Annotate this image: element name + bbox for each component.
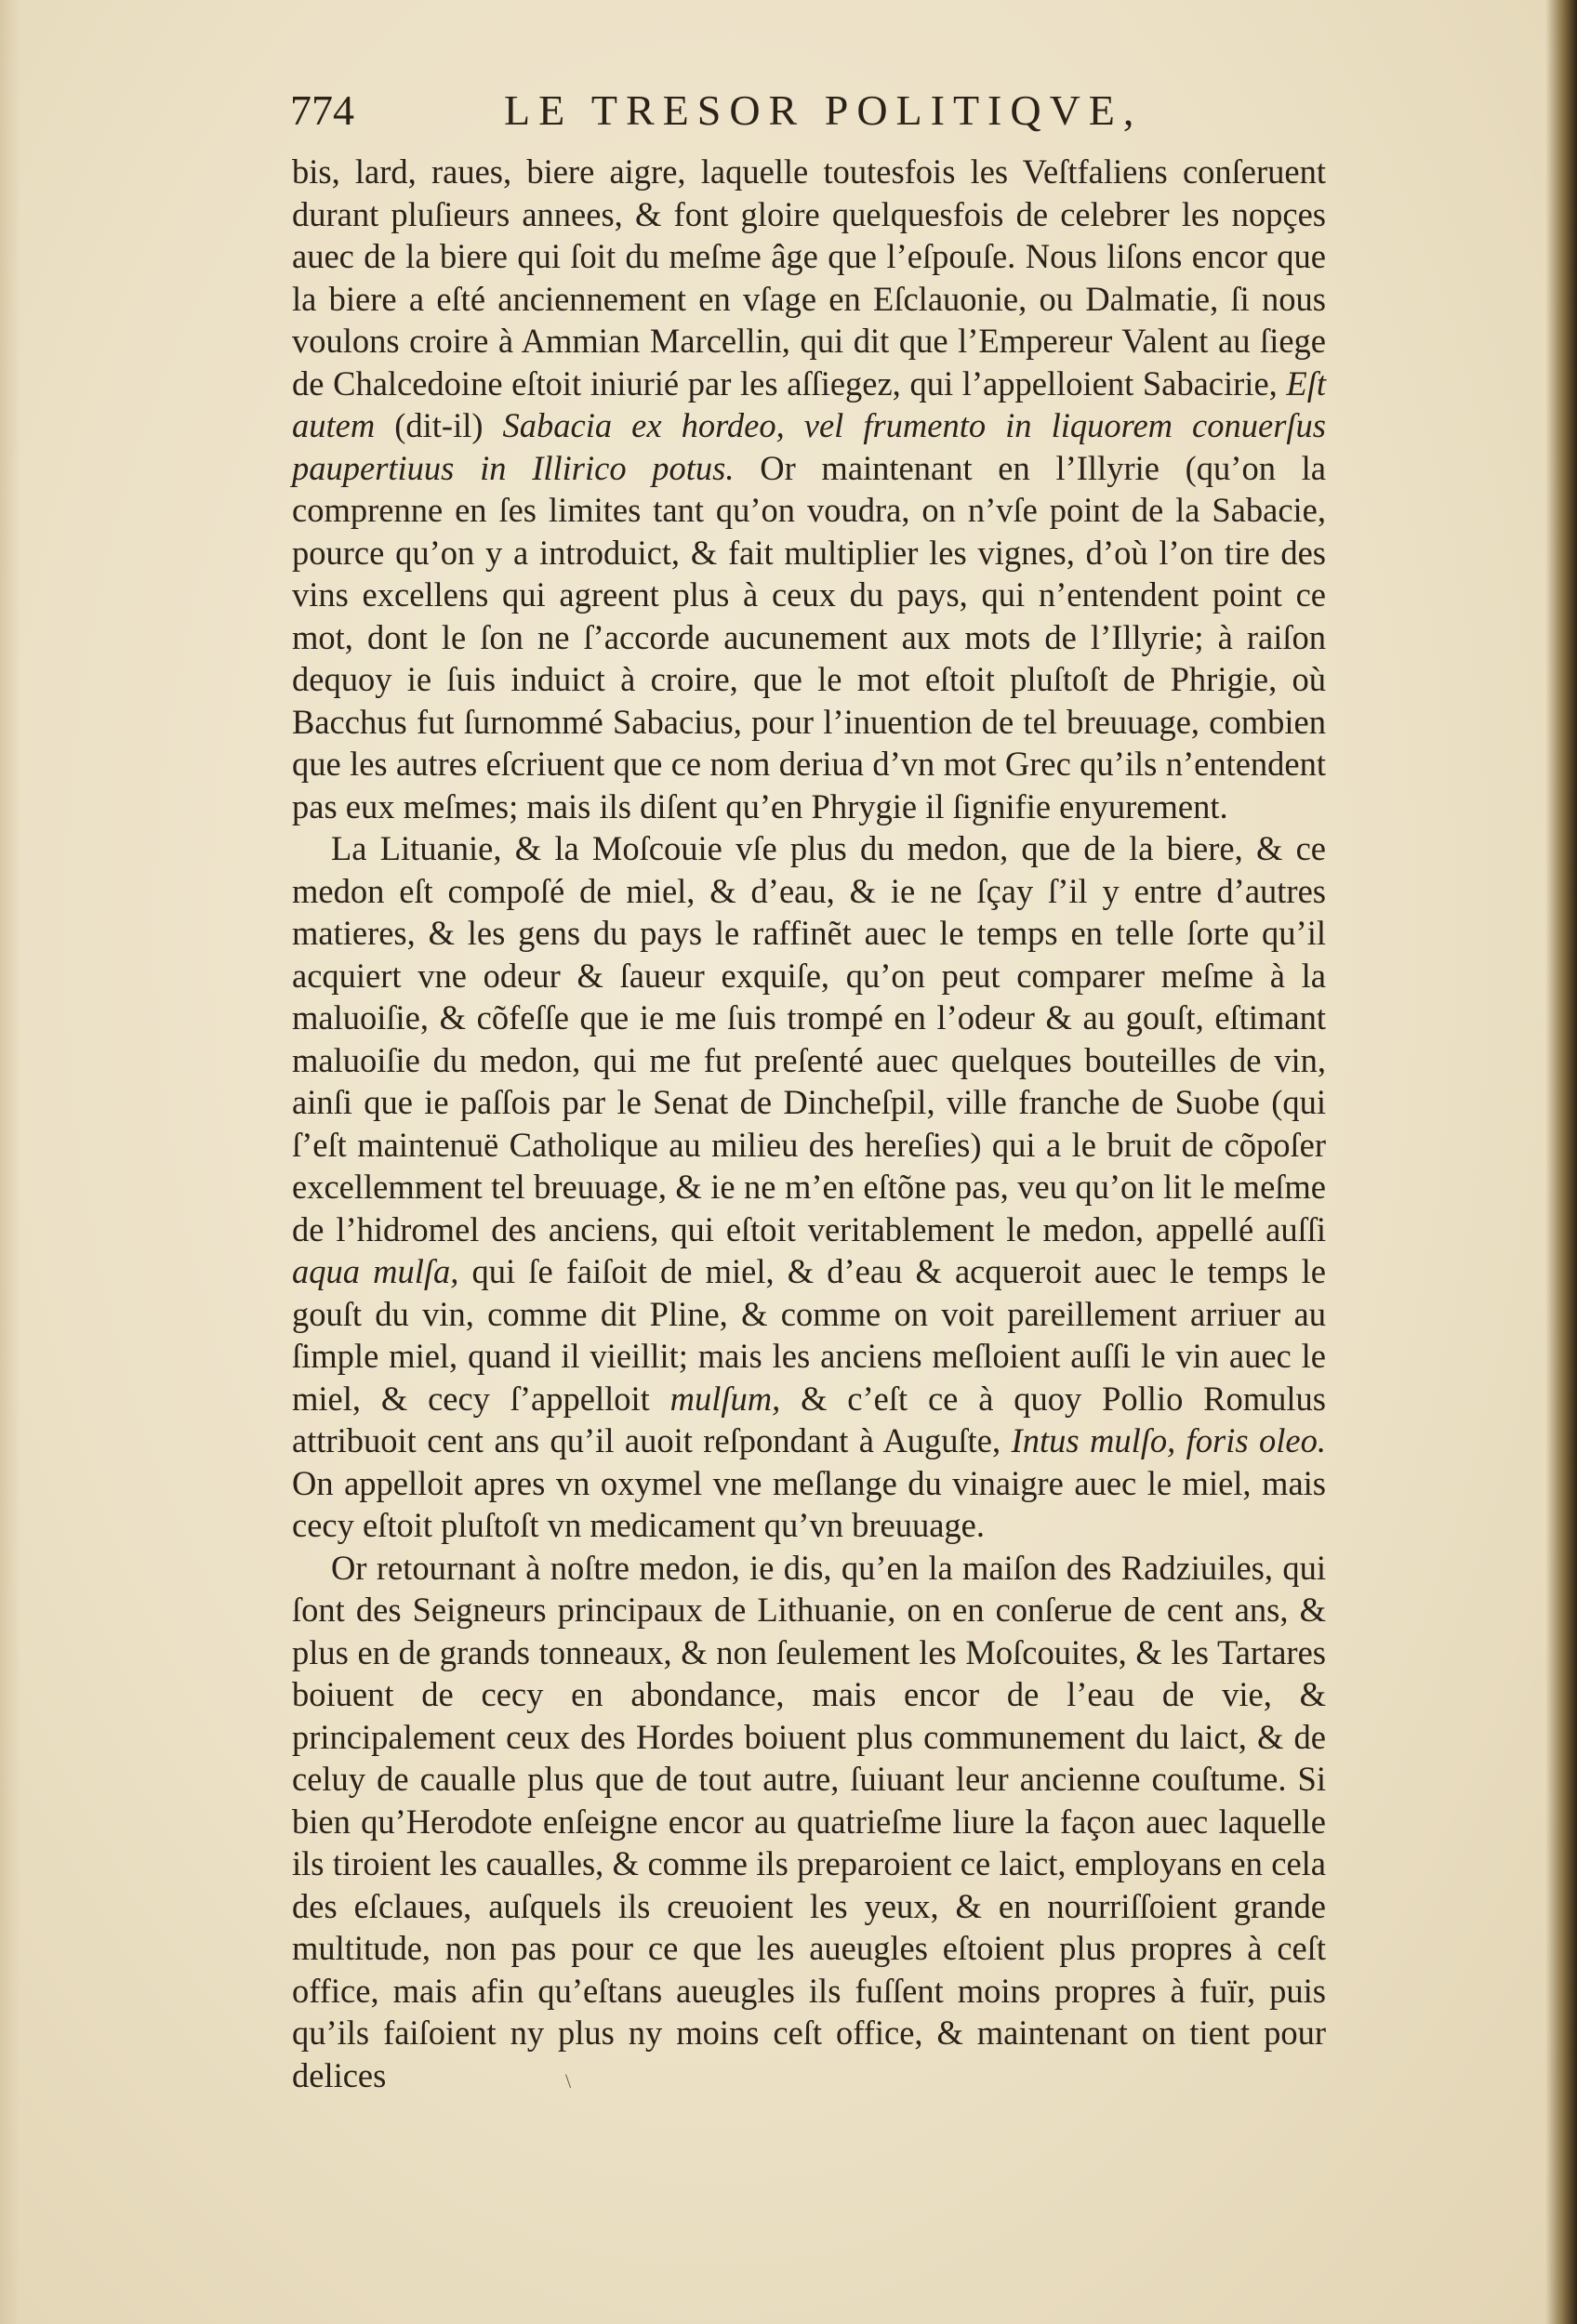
page-left-edge [0, 0, 20, 2324]
running-head [290, 86, 1276, 141]
text-segment: On appelloit apres vn oxymel vne meſlange du vinaigre auec le miel, mais cecy eſtoit pluſtoſt vn medicament qu’vn breuuage. [292, 1463, 1326, 1544]
text-segment: La Lituanie, & la Moſcouie vſe plus du medon, que de la biere, & ce medon eſt compoſé de miel, & d’eau, & ie ne ſçay ſ’il y entre d’autres matieres, & les gens du pays le raffinẽt auec le temps en telle ſorte qu’il acquiert vne odeur & ſaueur exquiſe, qu’on peut comparer meſme à la maluoiſie, & cõfeſſe que ie me ſuis trompé en l’odeur & au gouſt, eſtimant maluoiſie du medon, qui me fut preſenté auec quelques bouteilles de vin, ainſi que ie paſſois par le Senat de Dincheſpil, ville franche de Suobe (qui ſ’eſt maintenuë Catholique au milieu des hereſies) qui a le bruit de cõpoſer excellemment tel breuuage, & ie ne m’en eſtõne pas, veu qu’on lit le meſme de l’hidromel des anciens, qui eſtoit veritablement le medon, appellé auſſi [292, 829, 1326, 1248]
main-text [292, 151, 1326, 2096]
latin-quote: Intus mulſo, foris oleo. [1011, 1421, 1326, 1459]
text-segment: & c’eſt ce à quoy Pollio Romulus attribuoit cent ans qu’il auoit reſpondant à Auguſte, [292, 1379, 1326, 1459]
paragraph-3 [292, 1547, 1326, 2097]
latin-term: aqua mulſa, [292, 1252, 459, 1290]
text-segment: Or maintenant en l’Illyrie (qu’on la comprenne en ſes limites tant qu’on voudra, on n’vſe point de la Sabacie, pource qu’on y a introduict, & fait multiplier les vignes, d’où l’on tire des vins excellens qui agreent plus à ceux du pays, qui n’entendent point ce mot, dont le ſon ne ſ’accorde aucunement aux mots de l’Illyrie; à raiſon dequoy ie ſuis induict à croire, que le mot eſtoit pluſtoſt de Phrigie, où Bacchus fut ſurnommé Sabacius, pour l’inuention de tel breuuage, combien que les autres eſcriuent que ce nom deriua d’vn mot Grec qu’ils n’entendent pas eux meſmes; mais ils diſent qu’en Phrygie il ſignifie enyurement. [292, 448, 1326, 825]
page-binding-edge [1545, 0, 1577, 2324]
latin-quote: Eſt autem [292, 363, 1326, 444]
latin-term: mulſum, [669, 1379, 781, 1418]
stray-ink-mark: \ [565, 2069, 572, 2093]
running-title: LE TRESOR POLITIQVE, [504, 86, 1143, 134]
text-segment: Or retournant à noſtre medon, ie dis, qu’en la maiſon des Radziuiles, qui ſont des Seigneurs principaux de Lithuanie, on en conſerue de cent ans, & plus en de grands tonneaux, & non ſeulement les Moſcouites, & les Tartares boiuent de cecy en abondance, mais encor de l’eau de vie, & principalement ceux des Hordes boiuent plus communement du laict, & de celuy de caualle plus que de tout autre, ſuiuant leur ancienne couſtume. Si bien qu’Herodote enſeigne encor au quatrieſme liure la façon auec laquelle ils tiroient les caualles, & comme ils preparoient ce laict, employans en cela des eſclaues, auſquels ils creuoient les yeux, & en nourriſſoient grande multitude, non pas pour ce que les aueugles eſtoient plus propres à ceſt office, mais afin qu’eſtans aueugles ils fuſſent moins propres à fuïr, puis qu’ils faiſoient ny plus ny moins ceſt office, & maintenant on tient pour delices [292, 1548, 1326, 2094]
text-segment: (dit-il) [375, 406, 503, 444]
latin-quote: Sabacia ex hordeo, vel frumento in liquorem conuerſus paupertiuus in Illirico potus. [292, 406, 1326, 487]
text-segment: qui ſe faiſoit de miel, & d’eau & acqueroit auec le temps le gouſt du vin, comme dit Pline, & comme on voit pareillement arriuer au ſimple miel, quand il vieillit; mais les anciens meſloient auſſi le vin auec le miel, & cecy ſ’appelloit [292, 1252, 1326, 1418]
text-segment: bis, lard, raues, biere aigre, laquelle toutesfois les Veſtfaliens conſeruent durant pluſieurs annees, & font gloire quelquesfois de celebrer les nopçes auec de la biere qui ſoit du meſme âge que l’eſpouſe. Nous liſons encor que la biere a eſté anciennement en vſage en Eſclauonie, ou Dalmatie, ſi nous voulons croire à Ammian Marcellin, qui dit que l’Empereur Valent au ſiege de Chalcedoine eſtoit iniurié par les aſſiegez, qui l’appelloient Sabacirie, [292, 152, 1326, 403]
paragraph-1 [292, 151, 1326, 827]
page-number: 774 [290, 86, 354, 134]
paragraph-2 [292, 827, 1326, 1547]
